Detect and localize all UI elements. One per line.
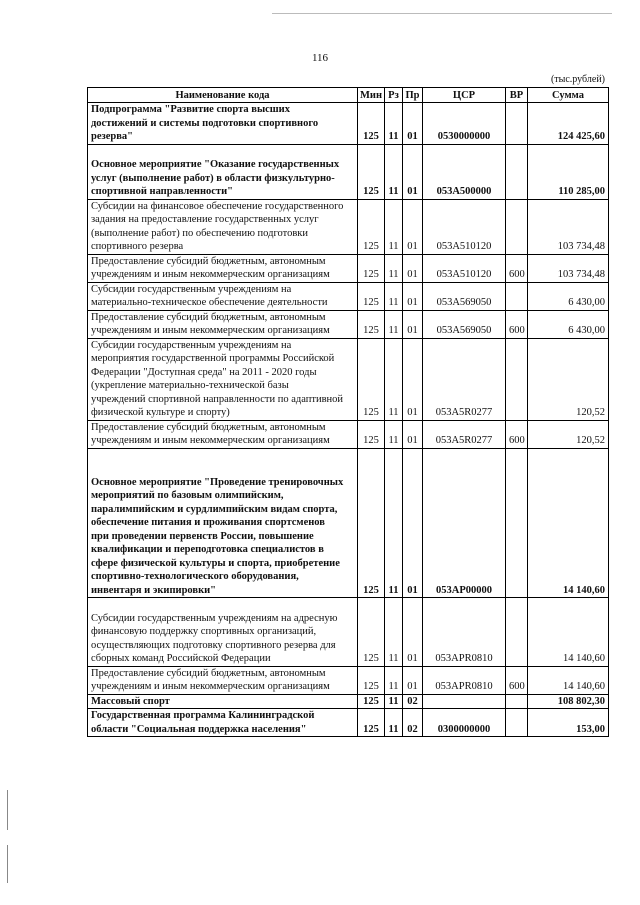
cell-rz: 11 [385,103,403,145]
table-row [88,144,609,199]
cell-sum: 103 734,48 [528,254,609,282]
cell-pr: 01 [403,282,423,310]
cell-sum: 6 430,00 [528,310,609,338]
table-row [88,666,609,694]
cell-name: Основное мероприятие "Оказание государственных услуг (выполнение работ) в области физкультурно- спортивной направленности" [88,144,358,199]
table-row [88,254,609,282]
cell-pr: 01 [403,420,423,448]
cell-sum: 14 140,60 [528,666,609,694]
cell-sum: 124 425,60 [528,103,609,145]
cell-vr [506,103,528,145]
cell-csr: 053А500000 [423,144,506,199]
cell-pr: 01 [403,598,423,667]
cell-sum: 120,52 [528,420,609,448]
cell-rz: 11 [385,420,403,448]
cell-pr: 01 [403,448,423,598]
cell-name: Массовый спорт [88,694,358,709]
cell-pr: 01 [403,338,423,420]
cell-sum: 6 430,00 [528,282,609,310]
cell-rz: 11 [385,448,403,598]
cell-sum: 14 140,60 [528,448,609,598]
cell-pr: 01 [403,666,423,694]
cell-rz: 11 [385,144,403,199]
header-csr: ЦСР [423,88,506,103]
cell-csr: 0530000000 [423,103,506,145]
header-vr: ВР [506,88,528,103]
table-row [88,709,609,737]
top-rule [272,13,612,14]
cell-csr: 053АPR0810 [423,598,506,667]
cell-pr: 01 [403,254,423,282]
cell-rz: 11 [385,338,403,420]
cell-sum: 14 140,60 [528,598,609,667]
cell-min: 125 [358,103,385,145]
cell-csr: 053АPR0810 [423,666,506,694]
cell-rz: 11 [385,282,403,310]
cell-vr [506,598,528,667]
cell-vr [506,282,528,310]
table-row [88,598,609,667]
page-number: 116 [311,52,329,64]
cell-min: 125 [358,199,385,254]
cell-sum: 110 285,00 [528,144,609,199]
cell-pr: 01 [403,199,423,254]
cell-sum: 153,00 [528,709,609,737]
cell-rz: 11 [385,598,403,667]
cell-csr: 053А510120 [423,254,506,282]
table-row [88,448,609,598]
table-row [88,199,609,254]
margin-mark [7,845,8,883]
table-row [88,103,609,145]
cell-vr [506,694,528,709]
table-row [88,694,609,709]
cell-min: 125 [358,709,385,737]
cell-rz: 11 [385,310,403,338]
cell-name: Основное мероприятие "Проведение тренировочных мероприятий по базовым олимпийским, паралимпийским и сурдлимпийским видам спорта, обеспечение питания и проживания спортсменов при проведении первенств России, повышение квалификации и переподготовка специалистов в сфере физической культуры и спорта, приобретение спортивно-технологического оборудования, инвентаря и экипировки" [88,448,358,598]
cell-min: 125 [358,598,385,667]
cell-pr: 02 [403,709,423,737]
cell-name: Субсидии государственным учреждениям на адресную финансовую поддержку спортивных организаций, осуществляющих подготовку спортивного резерва для сборных команд Российской Федерации [88,598,358,667]
cell-min: 125 [358,282,385,310]
cell-rz: 11 [385,199,403,254]
cell-name: Государственная программа Калининградской области "Социальная поддержка населения" [88,709,358,737]
cell-min: 125 [358,144,385,199]
cell-sum: 120,52 [528,338,609,420]
table-header-row [88,88,609,103]
cell-min: 125 [358,254,385,282]
cell-vr: 600 [506,310,528,338]
cell-csr: 053А5R0277 [423,420,506,448]
cell-rz: 11 [385,694,403,709]
cell-pr: 01 [403,310,423,338]
cell-vr [506,199,528,254]
cell-csr: 053А569050 [423,282,506,310]
table-body [88,103,609,737]
cell-name: Предоставление субсидий бюджетным, автономным учреждениям и иным некоммерческим организациям [88,666,358,694]
cell-vr [506,448,528,598]
cell-name: Предоставление субсидий бюджетным, автономным учреждениям и иным некоммерческим организациям [88,310,358,338]
cell-min: 125 [358,338,385,420]
cell-pr: 01 [403,144,423,199]
cell-name: Подпрограмма "Развитие спорта высших достижений и системы подготовки спортивного резерва" [88,103,358,145]
cell-vr [506,338,528,420]
cell-min: 125 [358,420,385,448]
cell-vr: 600 [506,254,528,282]
margin-mark [7,790,8,830]
cell-min: 125 [358,448,385,598]
cell-pr: 02 [403,694,423,709]
cell-min: 125 [358,694,385,709]
cell-csr: 053АР00000 [423,448,506,598]
table-row [88,282,609,310]
cell-name: Субсидии государственным учреждениям на материально-техническое обеспечение деятельности [88,282,358,310]
table-row [88,310,609,338]
cell-name: Предоставление субсидий бюджетным, автономным учреждениям и иным некоммерческим организациям [88,420,358,448]
cell-pr: 01 [403,103,423,145]
cell-name: Субсидии государственным учреждениям на мероприятия государственной программы Российской Федерации "Доступная среда" на 2011 - 2020 годы (укрепление материально-технической базы учреждений спортивной направленности по адаптивной физической культуре и спорту) [88,338,358,420]
header-name: Наименование кода [88,88,358,103]
budget-table [87,87,609,737]
cell-name: Субсидии на финансовое обеспечение государственного задания на предоставление государственных услуг (выполнение работ) по обеспечению подготовки спортивного резерва [88,199,358,254]
cell-sum: 103 734,48 [528,199,609,254]
header-pr: Пр [403,88,423,103]
header-rz: Рз [385,88,403,103]
cell-csr: 053А510120 [423,199,506,254]
header-min: Мин [358,88,385,103]
cell-vr: 600 [506,666,528,694]
cell-csr: 053А569050 [423,310,506,338]
header-sum: Сумма [528,88,609,103]
units-label: (тыс.рублей) [550,74,605,85]
cell-name: Предоставление субсидий бюджетным, автономным учреждениям и иным некоммерческим организациям [88,254,358,282]
cell-csr: 0300000000 [423,709,506,737]
cell-sum: 108 802,30 [528,694,609,709]
cell-vr [506,144,528,199]
cell-rz: 11 [385,254,403,282]
cell-rz: 11 [385,709,403,737]
cell-vr: 600 [506,420,528,448]
cell-min: 125 [358,310,385,338]
cell-csr [423,694,506,709]
cell-rz: 11 [385,666,403,694]
table-row [88,338,609,420]
cell-csr: 053А5R0277 [423,338,506,420]
table-row [88,420,609,448]
cell-min: 125 [358,666,385,694]
cell-vr [506,709,528,737]
